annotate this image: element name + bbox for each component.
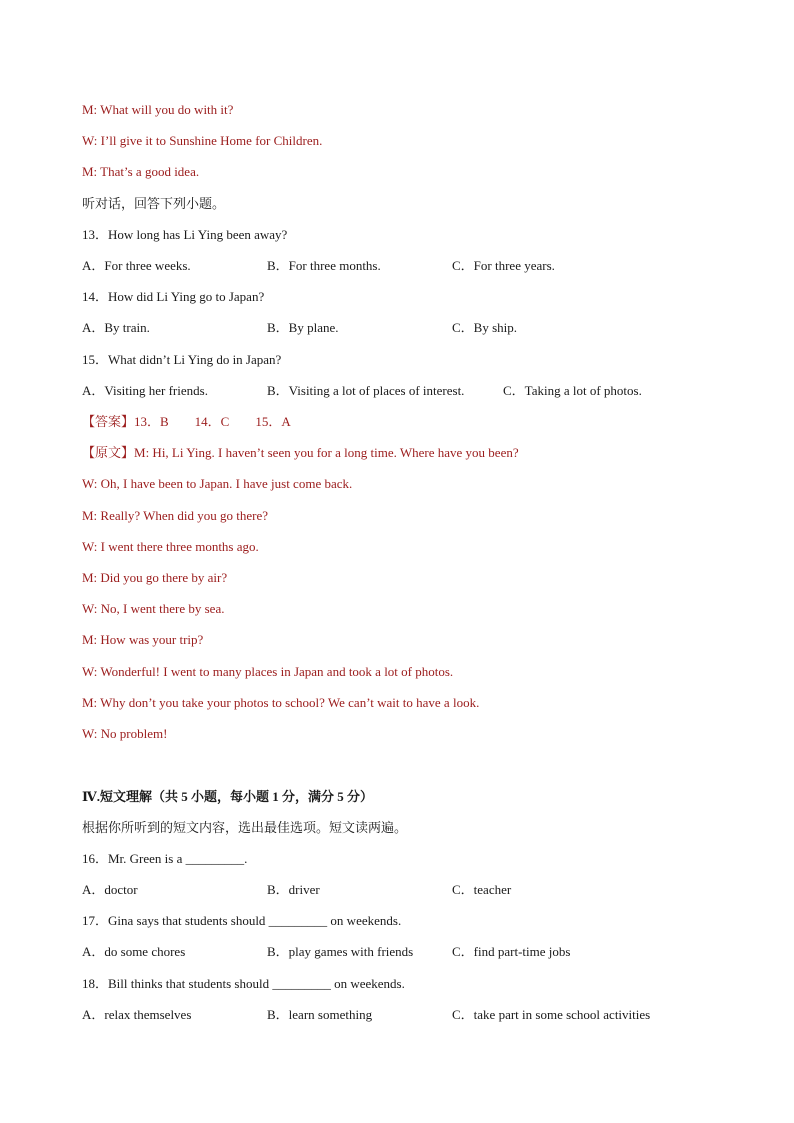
section-instruction: 听对话，回答下列小题。 — [82, 196, 226, 211]
question-13-option-a: A．For three weeks. — [82, 258, 191, 273]
question-18-option-b: B．learn something — [267, 1007, 373, 1022]
question-17-stem: 17．Gina says that students should _________ on weekends. — [82, 913, 402, 928]
question-13-stem: 13．How long has Li Ying been away? — [82, 227, 288, 242]
question-17-option-b: B．play games with friends — [267, 944, 414, 959]
transcript-line: W: Oh, I have been to Japan. I have just come back. — [82, 476, 353, 491]
question-16-option-c: C．teacher — [452, 882, 512, 897]
answer-text: 13．B 14．C 15．A — [134, 414, 291, 429]
transcript-line: W: Wonderful! I went to many places in Japan and took a lot of photos. — [82, 664, 454, 679]
question-17-option-a: A．do some chores — [82, 944, 186, 959]
question-15-option-b: B．Visiting a lot of places of interest. — [267, 383, 465, 398]
transcript-line: M: What will you do with it? — [82, 102, 234, 117]
answer-line — [82, 414, 291, 430]
question-14-option-b: B．By plane. — [267, 320, 339, 335]
question-15-option-a: A．Visiting her friends. — [82, 383, 208, 398]
transcript-line: M: Really? When did you go there? — [82, 508, 269, 523]
answer-label: 【答案】 — [82, 414, 135, 429]
transcript-line: M: How was your trip? — [82, 632, 204, 647]
question-13-option-b: B．For three months. — [267, 258, 381, 273]
question-17-option-c: C．find part-time jobs — [452, 944, 571, 959]
question-15-stem: 15．What didn’t Li Ying do in Japan? — [82, 352, 282, 367]
question-14-option-c: C．By ship. — [452, 320, 518, 335]
question-14-option-a: A．By train. — [82, 320, 150, 335]
transcript-line: M: Did you go there by air? — [82, 570, 228, 585]
section-heading: Ⅳ.短文理解（共 5 小题，每小题 1 分，满分 5 分） — [82, 789, 374, 804]
question-16-stem: 16．Mr. Green is a _________. — [82, 851, 248, 866]
transcript-line: M: Why don’t you take your photos to school? We can’t wait to have a look. — [82, 695, 480, 710]
question-16-option-b: B．driver — [267, 882, 320, 897]
transcript-line: M: That’s a good idea. — [82, 164, 200, 179]
transcript-line: W: I went there three months ago. — [82, 539, 259, 554]
question-13-option-c: C．For three years. — [452, 258, 555, 273]
transcript-line: W: No, I went there by sea. — [82, 601, 225, 616]
original-first-text: M: Hi, Li Ying. I haven’t seen you for a long time. Where have you been? — [134, 445, 519, 460]
question-18-stem: 18．Bill thinks that students should _________ on weekends. — [82, 976, 405, 991]
section-instruction: 根据你所听到的短文内容，选出最佳选项。短文读两遍。 — [82, 820, 408, 835]
question-16-option-a: A．doctor — [82, 882, 138, 897]
transcript-line: W: I’ll give it to Sunshine Home for Children. — [82, 133, 323, 148]
transcript-line: W: No problem! — [82, 726, 168, 741]
original-label: 【原文】 — [82, 445, 135, 460]
question-18-option-a: A．relax themselves — [82, 1007, 192, 1022]
question-15-option-c: C．Taking a lot of photos. — [503, 383, 642, 398]
question-18-option-c: C．take part in some school activities — [452, 1007, 651, 1022]
original-first-line — [82, 445, 519, 461]
question-14-stem: 14．How did Li Ying go to Japan? — [82, 289, 265, 304]
